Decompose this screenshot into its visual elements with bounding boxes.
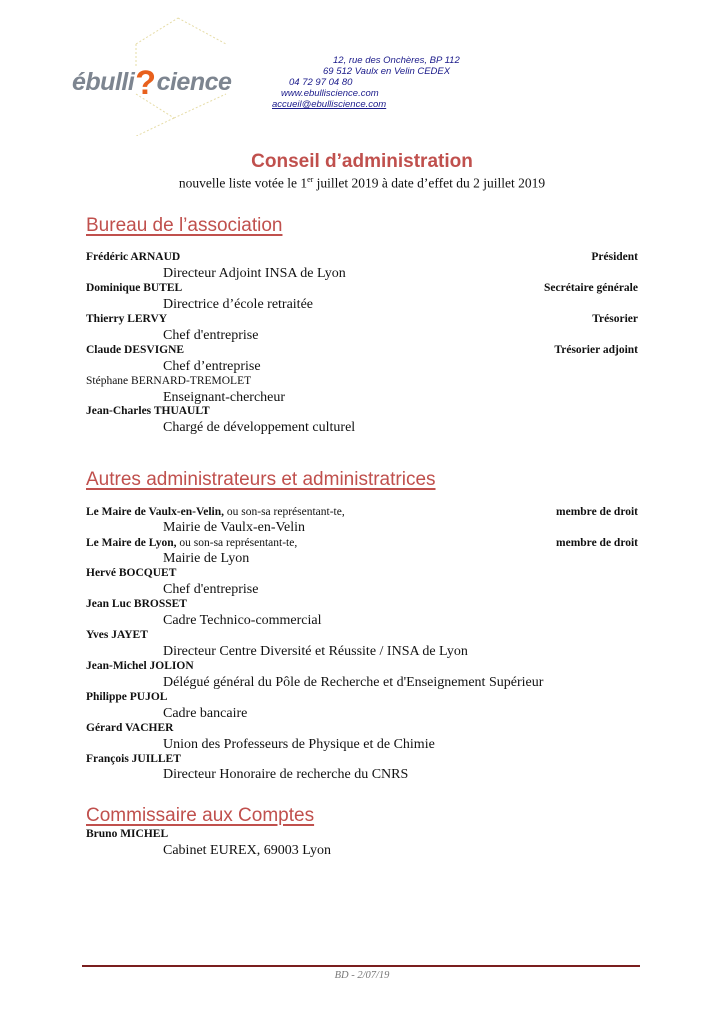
address-line-2: 69 512 Vaulx en Velin CEDEX	[323, 66, 451, 77]
member-name: Dominique BUTEL	[86, 282, 183, 294]
member-description: Cadre Technico-commercial	[163, 613, 322, 628]
member-name: Frédéric ARNAUD	[86, 251, 181, 263]
member-description: Chef d'entreprise	[163, 328, 259, 343]
member-description: Délégué général du Pôle de Recherche et d'Enseignement Supérieur	[163, 675, 544, 690]
member-description: Chef d’entreprise	[163, 359, 261, 374]
member-name: Claude DESVIGNE	[86, 344, 185, 356]
email-link[interactable]: accueil@ebulliscience.com	[272, 99, 387, 110]
question-mark-icon: ?	[135, 64, 156, 102]
subtitle-text: nouvelle liste votée le 1	[178, 175, 308, 191]
member-name: Gérard VACHER	[86, 722, 174, 734]
member-name: Stéphane BERNARD-TREMOLET	[86, 375, 252, 387]
member-name: Philippe PUJOL	[86, 691, 168, 703]
member-description: Directeur Adjoint INSA de Lyon	[163, 266, 346, 281]
phone-number: 04 72 97 04 80	[289, 77, 353, 88]
member-description: Union des Professeurs de Physique et de Chimie	[163, 737, 435, 752]
member-name	[86, 537, 297, 549]
logo-wordmark	[72, 60, 232, 102]
member-description: Cabinet EUREX, 69003 Lyon	[163, 843, 331, 858]
member-note: ou son-sa représentant-te,	[176, 537, 298, 549]
member-description: Chef d'entreprise	[163, 582, 259, 597]
member-name: François JUILLET	[86, 753, 181, 765]
member-name: Jean-Charles THUAULT	[86, 405, 210, 417]
logo-prefix: ébulli	[72, 68, 135, 96]
member-name-text: Le Maire de Lyon,	[86, 537, 177, 549]
ebulliscience-logo	[66, 16, 256, 136]
member-name: Jean-Michel JOLION	[86, 660, 194, 672]
member-role: Trésorier adjoint	[554, 344, 638, 356]
website[interactable]: www.ebulliscience.com	[281, 88, 379, 99]
member-description: Directrice d’école retraitée	[163, 297, 314, 312]
member-name: Bruno MICHEL	[86, 828, 169, 840]
email-link-wrap	[272, 99, 386, 110]
member-description: Mairie de Vaulx-en-Velin	[163, 520, 306, 535]
subtitle-text-rest: juillet 2019 à date d’effet du 2 juillet 2019	[313, 175, 546, 191]
member-description: Directeur Centre Diversité et Réussite / INSA de Lyon	[163, 644, 468, 659]
member-description: Directeur Honoraire de recherche du CNRS	[163, 767, 409, 782]
member-description: Enseignant-chercheur	[163, 390, 286, 405]
member-description: Chargé de développement culturel	[163, 420, 356, 435]
member-role: Secrétaire générale	[544, 282, 638, 294]
member-name-text: Le Maire de Vaulx-en-Velin,	[86, 506, 225, 518]
member-description: Mairie de Lyon	[163, 551, 250, 566]
section-heading-autres: Autres administrateurs et administratrices	[86, 469, 436, 490]
member-name: Hervé BOCQUET	[86, 567, 177, 579]
member-role: Président	[591, 251, 638, 263]
page-subtitle	[0, 175, 724, 192]
member-note: ou son-sa représentant-te,	[224, 506, 345, 518]
footer-text: BD - 2/07/19	[334, 970, 390, 981]
page-title: Conseil d’administration	[251, 151, 473, 172]
member-role: membre de droit	[556, 537, 638, 549]
member-role: membre de droit	[556, 506, 638, 518]
footer-divider	[82, 965, 640, 967]
section-heading-bureau: Bureau de l’association	[86, 215, 283, 236]
subtitle-sup: er	[307, 175, 314, 184]
member-description: Cadre bancaire	[163, 706, 248, 721]
section-heading-commissaire: Commissaire aux Comptes	[86, 805, 315, 826]
member-name	[86, 506, 345, 518]
member-name: Jean Luc BROSSET	[86, 598, 187, 610]
member-name: Yves JAYET	[86, 629, 148, 641]
member-role: Trésorier	[592, 313, 638, 325]
address-line-1: 12, rue des Onchères, BP 112	[333, 55, 460, 66]
logo-suffix: cience	[156, 68, 232, 96]
member-name: Thierry LERVY	[86, 313, 168, 325]
